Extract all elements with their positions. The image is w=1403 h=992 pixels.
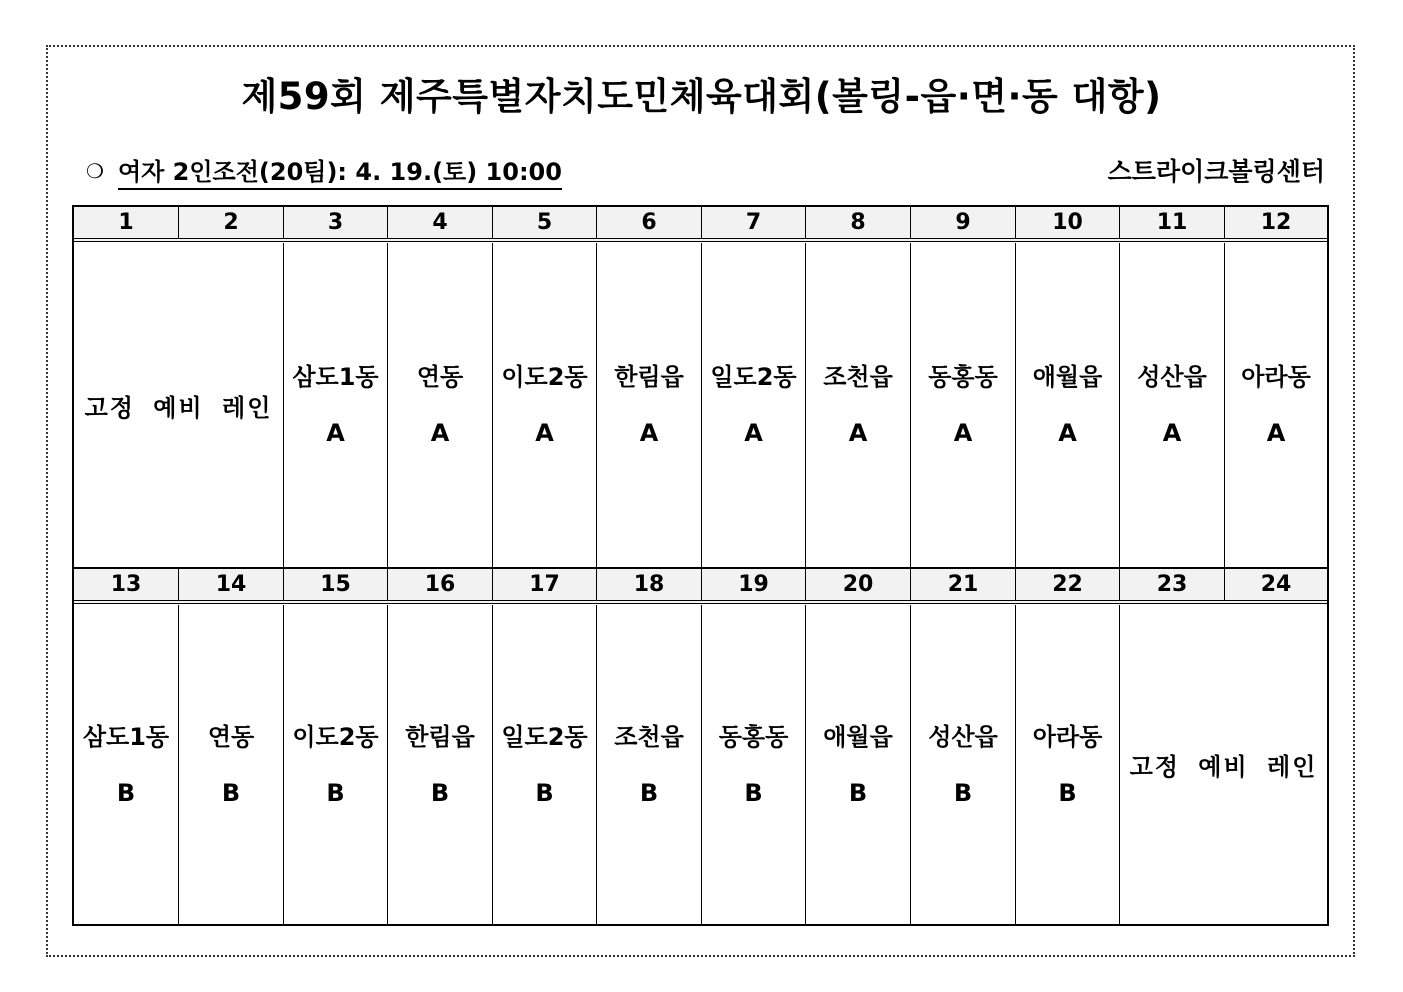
lane-number: 13: [74, 569, 179, 600]
team-cell: [493, 605, 597, 924]
reserve-lane-cell: [1120, 605, 1327, 924]
team-name: 삼도1동: [82, 722, 170, 751]
team-group: A: [1266, 419, 1286, 447]
team-name: 조천읍: [823, 363, 893, 391]
team-group: B: [639, 778, 659, 807]
team-cell: [597, 243, 702, 567]
venue-name: 스트라이크볼링센터: [1107, 157, 1325, 186]
team-name: 연동: [207, 722, 255, 751]
reserve-lane-label: 고정 예비 레인: [1129, 753, 1318, 781]
lane-number: 22: [1016, 569, 1120, 600]
team-name: 조천읍: [614, 722, 684, 751]
lane-number: 15: [284, 569, 388, 600]
team-cell: [493, 243, 597, 567]
team-group: B: [430, 778, 450, 807]
lane-header-row-1: [74, 207, 1327, 242]
team-group: B: [221, 778, 241, 807]
team-group: A: [430, 419, 450, 447]
lane-number: 12: [1260, 210, 1292, 235]
lane-number: 14: [179, 569, 284, 600]
team-group: A: [326, 419, 345, 447]
team-group: B: [953, 778, 973, 807]
lane-number: 17: [493, 569, 597, 600]
team-name: 이도2동: [501, 363, 588, 391]
lane-number: 3: [284, 207, 388, 238]
team-group: A: [953, 419, 973, 447]
lane-number: 2: [179, 207, 284, 238]
team-cell: [702, 605, 806, 924]
team-name: 동홍동: [928, 363, 998, 391]
team-cell: [1016, 605, 1120, 924]
team-name: 삼도1동: [292, 363, 379, 391]
circle-bullet-icon: ❍: [86, 159, 104, 183]
team-cell: [388, 605, 493, 924]
team-name: 연동: [416, 363, 464, 391]
lane-number: 8: [806, 207, 911, 238]
team-cell: [179, 605, 284, 924]
lane-number: 5: [493, 207, 597, 238]
reserve-lane-label: 고정 예비 레인: [84, 393, 273, 422]
team-group: B: [1058, 778, 1077, 807]
team-group: B: [326, 778, 345, 807]
lane-number: 9: [911, 207, 1016, 238]
lane-number: 1: [74, 207, 179, 238]
reserve-lane-cell: [74, 243, 284, 567]
lane-number: 24: [1260, 572, 1292, 597]
team-cell: [388, 243, 493, 567]
lane-number: 23: [1120, 569, 1225, 600]
team-cell: [1016, 243, 1120, 567]
team-name: 한림읍: [405, 722, 475, 751]
team-name: 성산읍: [1137, 363, 1207, 391]
team-name: 일도2동: [710, 363, 797, 391]
event-subtitle: [86, 152, 562, 190]
team-cell: [1120, 243, 1225, 567]
event-info: 여자 2인조전(20팀): 4. 19.(토) 10:00: [118, 152, 562, 190]
lane-number: 6: [597, 207, 702, 238]
team-cell: [702, 243, 806, 567]
lane-number: 10: [1016, 207, 1120, 238]
team-group: A: [744, 419, 763, 447]
team-cell: [284, 243, 388, 567]
lane-number: 18: [597, 569, 702, 600]
team-cell: [1225, 243, 1327, 567]
team-name: 애월읍: [823, 722, 893, 751]
team-name: 성산읍: [928, 722, 998, 751]
team-group: B: [744, 778, 763, 807]
team-cell: [597, 605, 702, 924]
team-name: 애월읍: [1032, 363, 1103, 391]
team-group: A: [1058, 419, 1077, 447]
team-name: 아라동: [1241, 363, 1311, 391]
team-group: A: [1162, 419, 1182, 447]
team-cell: [911, 605, 1016, 924]
team-group: B: [116, 778, 136, 807]
team-cell: [806, 605, 911, 924]
team-name: 이도2동: [292, 722, 379, 751]
team-name: 아라동: [1032, 722, 1103, 751]
team-group: A: [639, 419, 659, 447]
team-cell: [74, 605, 179, 924]
lane-number: 20: [806, 569, 911, 600]
lane-table: [72, 205, 1329, 926]
team-name: 한림읍: [614, 363, 684, 391]
team-cell: [284, 605, 388, 924]
team-name: 동홍동: [718, 722, 789, 751]
team-group: B: [535, 778, 554, 807]
lane-number: 16: [388, 569, 493, 600]
lane-number: 19: [702, 569, 806, 600]
lane-number: 4: [388, 207, 493, 238]
page-title: 제59회 제주특별자치도민체육대회(볼링-읍·면·동 대항): [241, 75, 1162, 118]
lane-number: 21: [911, 569, 1016, 600]
team-cell: [911, 243, 1016, 567]
team-cell: [806, 243, 911, 567]
team-name: 일도2동: [501, 722, 588, 751]
lane-number: 11: [1120, 207, 1225, 238]
team-group: B: [848, 778, 868, 807]
lane-number: 7: [702, 207, 806, 238]
lane-header-row-2: [74, 567, 1327, 604]
team-group: A: [535, 419, 554, 447]
team-group: A: [848, 419, 868, 447]
